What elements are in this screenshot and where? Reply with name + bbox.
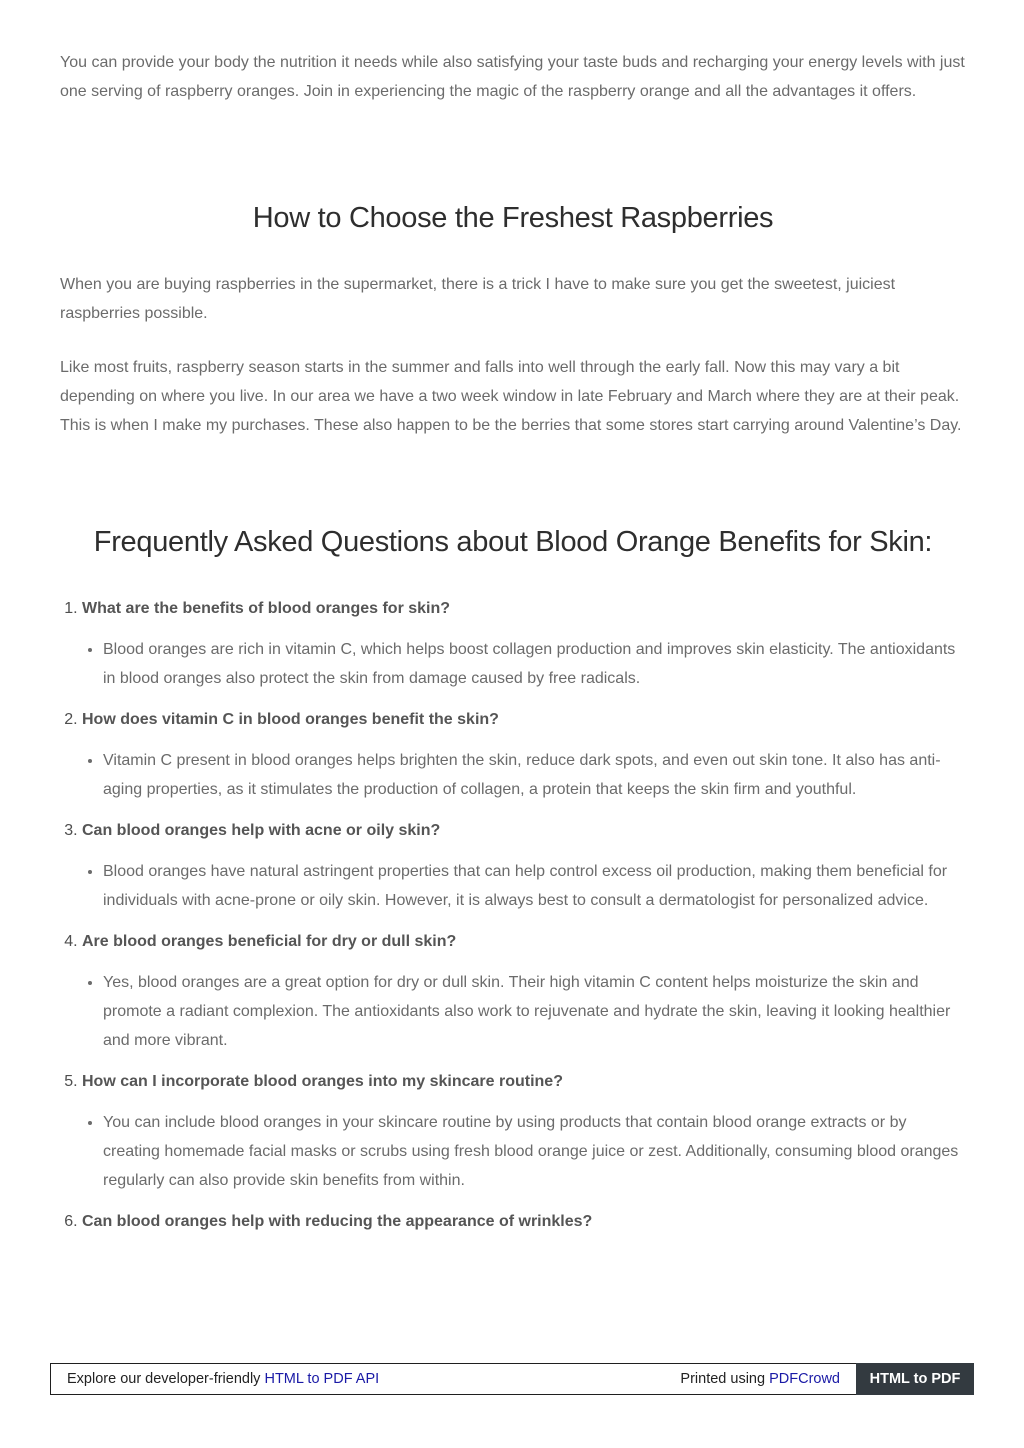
html-to-pdf-button[interactable]: HTML to PDF xyxy=(856,1363,974,1395)
pdfcrowd-footer xyxy=(50,1363,974,1395)
faq-answer: • Yes, blood oranges are a great option for dry or dull skin. Their high vitamin C content helps moisturize the skin and promote a radiant complexion. The antioxidants also work to rejuvenate and hydrate the skin, leaving it looking healthier and more vibrant. xyxy=(103,968,966,1055)
faq-item xyxy=(82,927,966,1055)
faq-item xyxy=(82,594,966,693)
faq-question: Are blood oranges beneficial for dry or dull skin? xyxy=(82,933,457,950)
faq-answer-list xyxy=(60,746,966,804)
raspberries-paragraph-2: Like most fruits, raspberry season starts in the summer and falls into well through the early fall. Now this may vary a bit depending on where you live. In our area we have a two week window in late February and March where they are at their peak. This is when I make my purchases. These also happen to be the berries that some stores start carrying around Valentine’s Day. xyxy=(60,359,962,434)
footer-printed-text: Printed using xyxy=(680,1371,770,1387)
faq-question: Can blood oranges help with acne or oily skin? xyxy=(82,822,441,839)
faq-question: How does vitamin C in blood oranges benefit the skin? xyxy=(82,711,499,728)
section-heading-faq: Frequently Asked Questions about Blood Orange Benefits for Skin: xyxy=(93,526,933,558)
faq-question: How can I incorporate blood oranges into my skincare routine? xyxy=(82,1073,563,1090)
html-to-pdf-api-link[interactable]: HTML to PDF API xyxy=(264,1371,380,1387)
faq-item xyxy=(82,1207,966,1236)
faq-answer: • Blood oranges have natural astringent properties that can help control excess oil production, making them beneficial for individuals with acne-prone or oily skin. However, it is always best to consult a dermatologist for personalized advice. xyxy=(103,857,966,915)
faq-item xyxy=(82,1067,966,1195)
footer-explore-text: Explore our developer-friendly xyxy=(67,1371,265,1387)
faq-answer: • You can include blood oranges in your skincare routine by using products that contain blood orange extracts or by creating homemade facial masks or scrubs using fresh blood orange juice or zest. Additionally, consuming blood oranges regularly can also provide skin benefits from within. xyxy=(103,1108,966,1195)
faq-list xyxy=(60,594,966,1236)
faq-answer: • Blood oranges are rich in vitamin C, which helps boost collagen production and improves skin elasticity. The antioxidants in blood oranges also protect the skin from damage caused by free radicals. xyxy=(103,635,966,693)
faq-answer-list xyxy=(60,635,966,693)
faq-item xyxy=(82,816,966,915)
raspberries-paragraph-1: When you are buying raspberries in the supermarket, there is a trick I have to make sure you get the sweetest, juiciest raspberries possible. xyxy=(60,276,896,322)
footer-printed xyxy=(680,1371,856,1387)
intro-paragraph: You can provide your body the nutrition it needs while also satisfying your taste buds and recharging your energy levels with just one serving of raspberry oranges. Join in experiencing the magic of the raspberry orange and all the advantages it offers. xyxy=(60,54,965,100)
footer-explore xyxy=(51,1371,680,1387)
faq-answer-list xyxy=(60,968,966,1055)
pdfcrowd-link[interactable]: PDFCrowd xyxy=(769,1371,840,1387)
faq-answer-list xyxy=(60,1108,966,1195)
faq-question: Can blood oranges help with reducing the appearance of wrinkles? xyxy=(82,1213,593,1230)
faq-answer: • Vitamin C present in blood oranges helps brighten the skin, reduce dark spots, and even out skin tone. It also has anti-aging properties, as it stimulates the production of collagen, a protein that keeps the skin firm and youthful. xyxy=(103,746,966,804)
article-content xyxy=(60,48,966,1236)
faq-answer-list xyxy=(60,857,966,915)
section-heading-raspberries: How to Choose the Freshest Raspberries xyxy=(252,202,774,234)
faq-item xyxy=(82,705,966,804)
faq-question: What are the benefits of blood oranges for skin? xyxy=(82,600,451,617)
